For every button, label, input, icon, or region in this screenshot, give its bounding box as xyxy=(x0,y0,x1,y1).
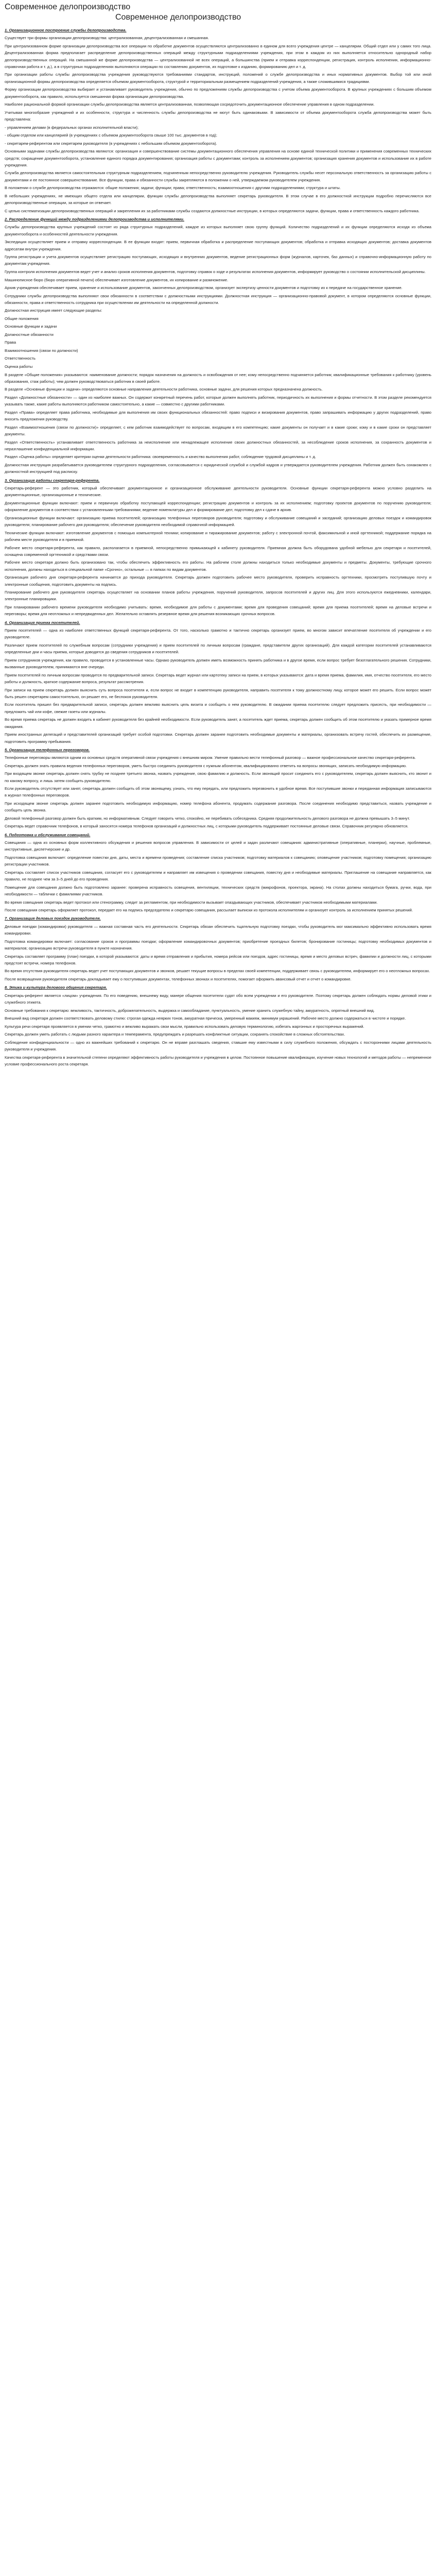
paragraph: Раздел «Взаимоотношения (связи по должности)» определяет, с кем работник взаимодействует по вопросам, входящим в его компетенцию; какие документы он получает и в какие сроки; кому и в какие сроки он представляет документы. xyxy=(5,425,431,437)
paragraph: Ответственность xyxy=(5,356,36,361)
paragraph: Рабочее место секретаря должно быть организовано так, чтобы обеспечить эффективность его работы. На рабочем столе должны находиться только необходимые документы и предметы. Документы, требующие срочного исполнения, должны находиться в специальной папке «Срочно», остальные — в папках по видам документов. xyxy=(5,560,431,572)
paragraph: Архив учреждения обеспечивает прием, хранение и использование документов, законченных делопроизводством, организует экспертизу ценности документов и подготовку их к передаче на государственное хранение. xyxy=(5,285,403,291)
paragraph: Организационные функции включают: организацию приема посетителей; организацию телефонных переговоров руководителя; подготовку и обслуживание совещаний и заседаний; организацию деловых поездок и командировок руководителя; планирование рабочего дня руководителя; обеспечение руководителя необходимой справочной информацией. xyxy=(5,515,431,528)
paragraph: При планировании рабочего времени руководителя необходимо учитывать: время, необходимое для работы с документами; время для проведения совещаний; время для приема посетителей; время на деловые встречи и переговоры; время для неотложных и непредвиденных дел. Желательно оставлять резервное время для решения возникающих срочных вопросов. xyxy=(5,605,431,617)
paragraph: Взаимоотношения (связи по должности) xyxy=(5,348,78,353)
paragraph: Культура речи секретаря проявляется в умении четко, грамотно и вежливо выражать свои мысли, правильно использовать деловую терминологию, избегать жаргонных и просторечных выражений. xyxy=(5,1024,364,1029)
paragraph: В разделе «Основные функции и задачи» определяются основные направления деятельности работника, основные задачи, для решения которых предназначена должность. xyxy=(5,387,323,392)
list-label: Общие положения xyxy=(5,316,39,321)
paragraph: В разделе «Общие положения» указываются: наименование должности; порядок назначения на должность и освобождения от нее; кому непосредственно подчиняется работник; квалификационные требования к работнику (уровень образования, стаж работы); чем должен руководствоваться работник в своей работе. xyxy=(5,372,431,384)
paragraph: Секретарь ведет справочник телефонов, в который заносятся номера телефонов организаций и должностных лиц, с которыми руководитель поддерживает постоянные деловые связи. Справочник регулярно обновляется. xyxy=(5,824,409,829)
paragraph: Раздел «Должностные обязанности» — один из наиболее важных. Он содержит конкретный перечень работ, которые должен выполнять работник, периодичность их выполнения и формы отчетности. В этом разделе рекомендуется указывать также, какие работы выполняются работником самостоятельно, а какие — совместно с другими работниками. xyxy=(5,395,431,407)
paragraph: Службы делопроизводства крупных учреждений состоят из ряда структурных подразделений, каждое из которых выполняет свою группу функций. Количество подразделений и их функции определяются исходя из объема документооборота и особенностей деятельности учреждения. xyxy=(5,225,431,236)
paragraph: Секретарь должен уметь работать с людьми разного характера и темперамента, предупреждать и разрешать конфликтные ситуации, сохранять спокойствие в сложных обстоятельствах. xyxy=(5,1032,345,1037)
paragraph: Наиболее рациональной формой организации службы делопроизводства является централизованная, позволяющая сосредоточить документационное обеспечение управления в одном подразделении. xyxy=(5,102,375,107)
paragraph: Секретарь-референт является «лицом» учреждения. По его поведению, внешнему виду, манере общения посетители судят обо всем учреждении и его руководителе. Поэтому секретарь должен соблюдать нормы деловой этики и служебного этикета. xyxy=(5,993,431,1005)
paragraph: Организация рабочего дня секретаря-референта начинается до прихода руководителя. Секретарь должен подготовить рабочее место руководителя, проверить исправность оргтехники, просмотреть поступившую почту и электронные сообщения, подготовить документы на подпись. xyxy=(5,575,431,587)
paragraph: Группа регистрации и учета документов осуществляет регистрацию поступающих, исходящих и внутренних документов, ведение регистрационных форм (журналов, карточек, баз данных) и справочно-информационную работу по документам учреждения. xyxy=(5,255,431,266)
paragraph: Раздел «Оценка работы» определяет критерии оценки деятельности работника: своевременность и качество выполнения работ, соблюдение трудовой дисциплины и т. д. xyxy=(5,454,316,460)
paragraph: Существует три формы организации делопроизводства: централизованная, децентрализованная и смешанная. xyxy=(5,36,209,41)
paragraph: Если руководитель отсутствует или занят, секретарь должен сообщить об этом звонящему, узнать, что ему передать, или предложить перезвонить в удобное время. Все поступившие звонки и переданная информация записываются в журнал телефонных переговоров. xyxy=(5,786,431,798)
paragraph: Прием посетителей по личным вопросам проводится по предварительной записи. Секретарь ведет журнал или картотеку записи на прием, в которых указываются: дата и время приема, фамилия, имя, отчество посетителя, его место работы и должность, краткое содержание вопроса, результат рассмотрения. xyxy=(5,672,431,684)
section-heading: 4. Организация приема посетителей. xyxy=(5,620,80,625)
paragraph: При централизованном форме организации делопроизводства все операции по обработке документов осуществляются централизованно в едином для всего учреждения центре — канцелярии. Общий отдел или у самих того лица. Децентрализованная форма предполагает распределение делопроизводственных операций между структурными подразделениями учреждения, при этом в каждом из них выполняется относительно однородный набор делопроизводственных операций. На смешанной же форме делопроизводства — централизованной не всех операций, а большинства (прием и отправка корреспонденции, регистрация, контроль исполнения, информационно-справочная работа и т. д.), а в структурных подразделениях выполняются операции по составлению документов, их подготовке к изданию, формированию дел и т. д. xyxy=(5,43,431,69)
paragraph: Во время совещания секретарь ведет протокол или стенограмму, следит за регламентом, при необходимости вызывает опаздывающих участников, обеспечивает участников необходимыми материалами. xyxy=(5,900,378,905)
paragraph: Основные требования к секретарю: вежливость, тактичность, доброжелательность, выдержка и самообладание, пунктуальность, умение хранить служебную тайну, аккуратность, опрятный внешний вид. xyxy=(5,1008,375,1013)
paragraph: Секретарь составляет программу (план) поездки, в которой указываются: даты и время отправления и прибытия, номера рейсов или поездов, адрес гостиницы, время и место деловых встреч, фамилии и должности лиц, с которыми предстоят встречи, номера телефонов. xyxy=(5,954,431,965)
paragraph: Служба делопроизводства является самостоятельным структурным подразделением, подчиненным непосредственно руководителю учреждения. Руководитель службы несет персональную ответственность за организацию работы с документами и ее постоянное совершенствование. Все функции, права и обязанности службы закрепляются в положении о ней, утверждаемом руководителем учреждения. xyxy=(5,171,431,182)
paragraph: Телефонные переговоры являются одним из основных средств оперативной связи учреждения с внешним миром. Умение правильно вести телефонный разговор — важное профессиональное качество секретаря-референта. xyxy=(5,755,416,760)
paragraph: Прием сотрудников учреждения, как правило, проводится в установленные часы. Однако руководитель должен иметь возможность принять работника и в другое время, если вопрос требует безотлагательного решения. Сотрудники, вызванные руководителем, принимаются вне очереди. xyxy=(5,657,431,670)
paragraph: Подготовка совещания включает: определение повестки дня, даты, места и времени проведения; составление списка участников; подготовку материалов к совещанию; оповещение участников; подготовку помещения; организацию регистрации участников. xyxy=(5,855,431,867)
paragraph: В небольших учреждениях, не имеющих общего отдела или канцелярии, функции службы делопроизводства выполняет секретарь руководителя. В этом случае в его должностной инструкции подробно перечисляются все делопроизводственные операции, за которые он отвечает. xyxy=(5,193,431,206)
paragraph: Прием посетителей — одна из наиболее ответственных функций секретаря-референта. От того, насколько грамотно и тактично секретарь организует прием, во многом зависит впечатление посетителя об учреждении и его руководителе. xyxy=(5,628,431,640)
paragraph: После возвращения руководителя секретарь докладывает ему о поступивших документах, телефонных звонках и посетителях, помогает оформить авансовый отчет и отчет о командировке. xyxy=(5,976,352,981)
paragraph: - общим отделом или канцелярией (в учреждениях с объемом документооборота свыше 100 тыс. документов в год); xyxy=(5,133,217,138)
section-heading: 6. Подготовка и обслуживание совещаний. xyxy=(5,832,91,837)
paragraph: Оценка работы xyxy=(5,364,33,369)
paragraph: Если посетитель пришел без предварительной записи, секретарь должен вежливо выяснить цель визита и сообщить о нем руководителю. В ожидании приема посетителю следует предложить присесть, при необходимости — предложить чай или кофе, свежие газеты или журналы. xyxy=(5,702,431,714)
paragraph: Экспедиция осуществляет прием и отправку корреспонденции. В ее функции входят: прием, первичная обработка и распределение поступающих документов; обработка и отправка исходящих документов; доставка документов адресатам внутри учреждения. xyxy=(5,240,431,251)
paragraph: При входящем звонке секретарь должен снять трубку не позднее третьего звонка, назвать учреждение, свою фамилию и должность. Если звонящий просит соединить его с руководителем, секретарь должен выяснить, кто звонит и по какому вопросу, и лишь затем сообщить руководителю. xyxy=(5,771,431,783)
paragraph: Деловой телефонный разговор должен быть кратким, но информативным. Следует говорить четко, спокойно, не перебивать собеседника. Средняя продолжительность делового разговора не должна превышать 3–5 минут. xyxy=(5,816,410,821)
section-heading: 7. Организация деловых поездок руководителя. xyxy=(5,916,101,921)
paragraph: Технические функции включают: изготовление документов с помощью компьютерной техники; копирование и тиражирование документов; работу с электронной почтой, факсимильной и иной оргтехникой; поддержание порядка на рабочем месте руководителя и в приемной. xyxy=(5,530,431,542)
page-title: Современное делопроизводство xyxy=(115,13,241,22)
paragraph: - управлением делами (в федеральных органах исполнительной власти); xyxy=(5,125,139,130)
paragraph: Планирование рабочего дня руководителя секретарь осуществляет на основании планов работы учреждения, поручений руководителя, запросов посетителей и других лиц. Для этого используются ежедневники, календари, электронные планировщики. xyxy=(5,590,431,602)
section-heading: 1. Организационное построение службы делопроизводства. xyxy=(5,28,127,32)
paragraph: Во время отсутствия руководителя секретарь ведет учет поступающих документов и звонков, решает текущие вопросы в пределах своей компетенции, поддерживает связь с руководителем, информирует его о неотложных вопросах. xyxy=(5,969,430,974)
section-heading: 8. Этика и культура делового общения секретаря. xyxy=(5,985,107,990)
paragraph: Группа контроля исполнения документов ведет учет и анализ сроков исполнения документов, подготовку справок о ходе и результатах исполнения документов, информирует руководство о состоянии исполнительской дисциплины. xyxy=(5,269,426,274)
paragraph: Деловые поездки (командировки) руководителя — важная составная часть его деятельности. Секретарь обязан обеспечить тщательную подготовку поездки, чтобы руководитель мог максимально эффективно использовать время командировки. xyxy=(5,924,431,936)
section-heading: 3. Организация работы секретаря-референта. xyxy=(5,478,100,483)
paragraph: Совещания — одна из основных форм коллективного обсуждения и решения вопросов управления. В зависимости от целей и задач различают совещания: административные (оперативные, планерки), научные, проблемные, инструктивные, диспетчерские и др. xyxy=(5,840,431,852)
section-heading: 5. Организация телефонных переговоров. xyxy=(5,747,90,752)
paragraph: После совещания секретарь оформляет протокол, передает его на подпись председателю и секретарю совещания, рассылает выписки из протокола исполнителям и организует контроль за исполнением принятых решений. xyxy=(5,908,413,913)
paragraph: С целью систематизации делопроизводственных операций и закрепления их за работниками службы создаются должностные инструкции, в которых определяются задачи, функции, права и ответственность каждого работника. xyxy=(5,208,420,213)
paragraph: Различают прием посетителей по служебным вопросам (сотрудники учреждения) и прием посетителей по личным вопросам (граждане, представители других организаций). Для каждой категории посетителей устанавливаются определенные дни и часы приема, которые доводятся до сведения сотрудников и посетителей. xyxy=(5,642,431,655)
paragraph: При записи на прием секретарь должен выяснить суть вопроса посетителя и, если вопрос не входит в компетенцию руководителя, направить посетителя к тому должностному лицу, которое может его решить. Если вопрос может быть решен секретарем самостоятельно, он решает его, не беспокоя руководителя. xyxy=(5,687,431,699)
paragraph: - секретарем-референтом или секретарем руководителя (в учреждениях с небольшим объемом документооборота). xyxy=(5,141,217,146)
paragraph: Сотрудники службы делопроизводства выполняют свои обязанности в соответствии с должностными инструкциями. Должностная инструкция — организационно-правовой документ, в котором определяются основные функции, обязанности, права и ответственность сотрудника при осуществлении им деятельности на определенной должности. xyxy=(5,293,431,305)
paragraph: Подготовка командировки включает: согласование сроков и программы поездки; оформление командировочных документов; приобретение проездных билетов; бронирование гостиницы; подготовку необходимых документов и материалов; организацию встречи руководителя в пункте назначения. xyxy=(5,939,431,951)
paragraph: Должностная инструкция имеет следующие разделы: xyxy=(5,308,102,313)
paragraph: Качества секретаря-референта в значительной степени определяют эффективность работы руководителя и учреждения в целом. Постоянное повышение квалификации, изучение новых технологий и методов работы — непременное условие профессионального роста секретаря. xyxy=(5,1055,432,1066)
paragraph: Должностная инструкция разрабатывается руководителем структурного подразделения, согласовывается с юридической службой и службой кадров и утверждается руководителем учреждения. Работник должен быть ознакомлен с должностной инструкцией под расписку. xyxy=(5,462,431,474)
paragraph: Раздел «Ответственность» устанавливает ответственность работника за неисполнение или ненадлежащее исполнение своих должностных обязанностей, за несоблюдение сроков исполнения, за сохранность документов и неразглашение конфиденциальной информации. xyxy=(5,439,431,451)
paragraph: Основными задачами службы делопроизводства являются: организация и совершенствование системы документационного обеспечения управления на основе единой технической политики и применения современных технических средств; сокращение документооборота, установление единого порядка документирования; организация работы с документами; контроль за исполнением документов; организация хранения документов и использование их в работе учреждения. xyxy=(5,149,431,167)
paragraph: Прием иностранных делегаций и представителей организаций требует особой подготовки. Секретарь должен заранее подготовить необходимые документы и материалы, организовать встречу гостей, обеспечить их размещение, подготовить программу пребывания. xyxy=(5,732,431,744)
section-heading: 2. Распределение функций между подразделениями делопроизводства и исполнителями. xyxy=(5,217,184,222)
paragraph: Соблюдение конфиденциальности — одно из важнейших требований к секретарю. Он не вправе разглашать сведения, ставшие ему известными в силу служебного положения, обсуждать с посторонними лицами деятельность руководителя и учреждения. xyxy=(5,1040,431,1052)
paragraph: Учитывая многообразие учреждений и их особенности, структура и численность службы делопроизводства не могут быть одинаковыми. В зависимости от объема документооборота служба делопроизводства может быть представлена: xyxy=(5,110,431,122)
page-top-title: Современное делопроизводство xyxy=(5,3,131,11)
paragraph: Во время приема секретарь не должен входить в кабинет руководителя без крайней необходимости. Если руководитель занят, а посетитель ждет приема, секретарь должен сообщить об этом посетителю и указать примерное время ожидания. xyxy=(5,717,431,729)
paragraph: Рабочее место секретаря-референта, как правило, располагается в приемной, непосредственно примыкающей к кабинету руководителя. Приемная должна быть оборудована удобной мебелью для секретаря и посетителей, оснащена современной оргтехникой и средствами связи. xyxy=(5,545,431,557)
paragraph: При исходящем звонке секретарь должен заранее подготовить необходимую информацию, номер телефона абонента, продумать содержание разговора. После соединения необходимо представиться, назвать учреждение и сообщить цель звонка. xyxy=(5,801,431,813)
paragraph: Секретарь должен знать правила ведения телефонных переговоров, уметь быстро соединить руководителя с нужным абонентом, квалифицированно ответить на вопросы звонящих, записать необходимую информацию. xyxy=(5,763,407,768)
paragraph: Секретарь составляет список участников совещания, согласует его с руководителем и направляет им извещения о проведении совещания, повестку дня и необходимые материалы. Приглашение на совещание направляется, как правило, не позднее чем за 3–5 дней до его проведения. xyxy=(5,870,431,882)
paragraph: Основные функции и задачи xyxy=(5,324,57,329)
paragraph: Раздел «Права» определяет права работника, необходимые для выполнения им своих функциональных обязанностей: право подписи и визирования документов, право запрашивать информацию у других подразделений, право вносить предложения руководству. xyxy=(5,410,431,422)
paragraph: Внешний вид секретаря должен соответствовать деловому стилю: строгая одежда неярких тонов, аккуратная прическа, умеренный макияж, минимум украшений. Рабочее место должно содержаться в чистоте и порядке. xyxy=(5,1016,406,1021)
paragraph: Секретарь-референт — это работник, который обеспечивает документационное и организационное обслуживание деятельности руководителя. Основные функции секретаря-референта можно условно разделить на документационные, организационные и технические. xyxy=(5,486,431,498)
paragraph: Помещение для совещания должно быть подготовлено заранее: проверена исправность освещения, вентиляции, технических средств (микрофонов, проектора, экрана). На столах должны находиться бумага, ручки, вода, при необходимости — таблички с фамилиями участников. xyxy=(5,885,431,897)
paragraph: Машинописное бюро (бюро оперативной печати) обеспечивает изготовление документов, их копирование и размножение. xyxy=(5,277,229,282)
paragraph: Права xyxy=(5,340,16,345)
paragraph: В положении о службе делопроизводства отражаются: общие положения; задачи; функции; права; ответственность; взаимоотношения с другими подразделениями; структура и штаты. xyxy=(5,185,341,191)
paragraph: Должностные обязанности xyxy=(5,332,54,337)
paragraph: При организации работы службы делопроизводства учреждения руководствуются требованиями стандартов, инструкций, положений о службе делопроизводства и иных нормативных документов. Выбор той или иной организационной формы делопроизводства определяется объемом документооборота, структурой и территориальным размещением подразделений учреждения, а также сложившимися традициями. xyxy=(5,72,431,84)
paragraph: Документационные функции включают: прием и первичную обработку поступающей корреспонденции; регистрацию документов и контроль за их исполнением; подготовку проектов документов по поручению руководителя; оформление документов в соответствии с установленными требованиями; ведение номенклатуры дел и формирование дел; подготовку дел к сдаче в архив. xyxy=(5,500,431,513)
paragraph: Форму организации делопроизводства выбирает и устанавливает руководитель учреждения, обычно по предложениям службы делопроизводства с учетом объема документооборота. В крупных учреждениях с большим объемом документооборота, как правило, используется смешанная форма организации делопроизводства. xyxy=(5,87,431,99)
article-body xyxy=(5,27,431,1067)
